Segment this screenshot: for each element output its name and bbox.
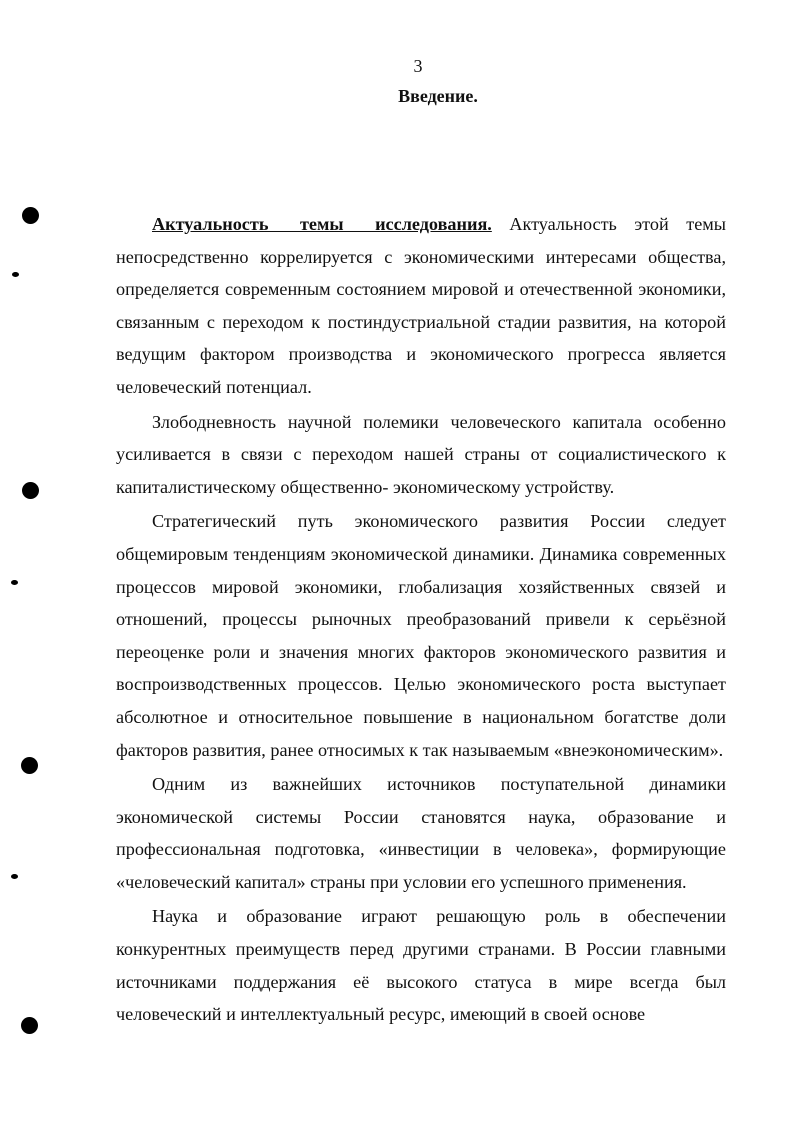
- paragraph: Наука и образование играют решающую роль в обеспечении конкурентных преимуществ перед другими странами. В России главными источниками поддержания её высокого статуса в мире всегда был человеческий и интеллектуальный ресурс, имеющий в своей основе: [116, 906, 726, 1025]
- paragraph: Одним из важнейших источников поступательной динамики экономической системы России становятся наука, образование и профессиональная подготовка, «инвестиции в человека», формирующие «человеческий капитал» страны при условии его успешного применения.: [116, 774, 726, 892]
- page-title: Введение.: [398, 86, 478, 106]
- binding-hole: [22, 207, 39, 224]
- binding-hole: [11, 580, 18, 585]
- binding-hole: [12, 272, 19, 277]
- binding-hole: [22, 482, 39, 499]
- document-body: [116, 208, 726, 1031]
- paragraph-relevance: [116, 208, 726, 404]
- paragraph: Злободневность научной полемики человеческого капитала особенно усиливается в связи с переходом нашей страны от социалистического к капиталистическому общественно- экономическому устройству.: [116, 411, 726, 497]
- section-heading: Актуальность темы исследования.: [152, 214, 492, 234]
- page-number: 3: [413, 56, 423, 76]
- paragraph-text: Актуальность этой темы непосредственно коррелируется с экономическими интересами общества, определяется современным состоянием мировой и отечественной экономики, связанным с переходом к постиндустриальной стадии развития, на которой ведущим фактором производства и экономического прогресса является человеческий потенциал.: [116, 214, 726, 397]
- binding-hole: [21, 757, 38, 774]
- paragraph: Стратегический путь экономического развития России следует общемировым тенденциям экономической динамики. Динамика современных процессов мировой экономики, глобализация хозяйственных связей и отношений, процессы рыночных преобразований привели к серьёзной переоценке роли и значения многих факторов экономического развития и воспроизводственных процессов. Целью экономического роста выступает абсолютное и относительное повышение в национальном богатстве доли факторов развития, ранее относимых к так называемым «внеэкономическим».: [116, 511, 726, 760]
- binding-hole: [21, 1017, 38, 1034]
- binding-hole: [11, 874, 18, 879]
